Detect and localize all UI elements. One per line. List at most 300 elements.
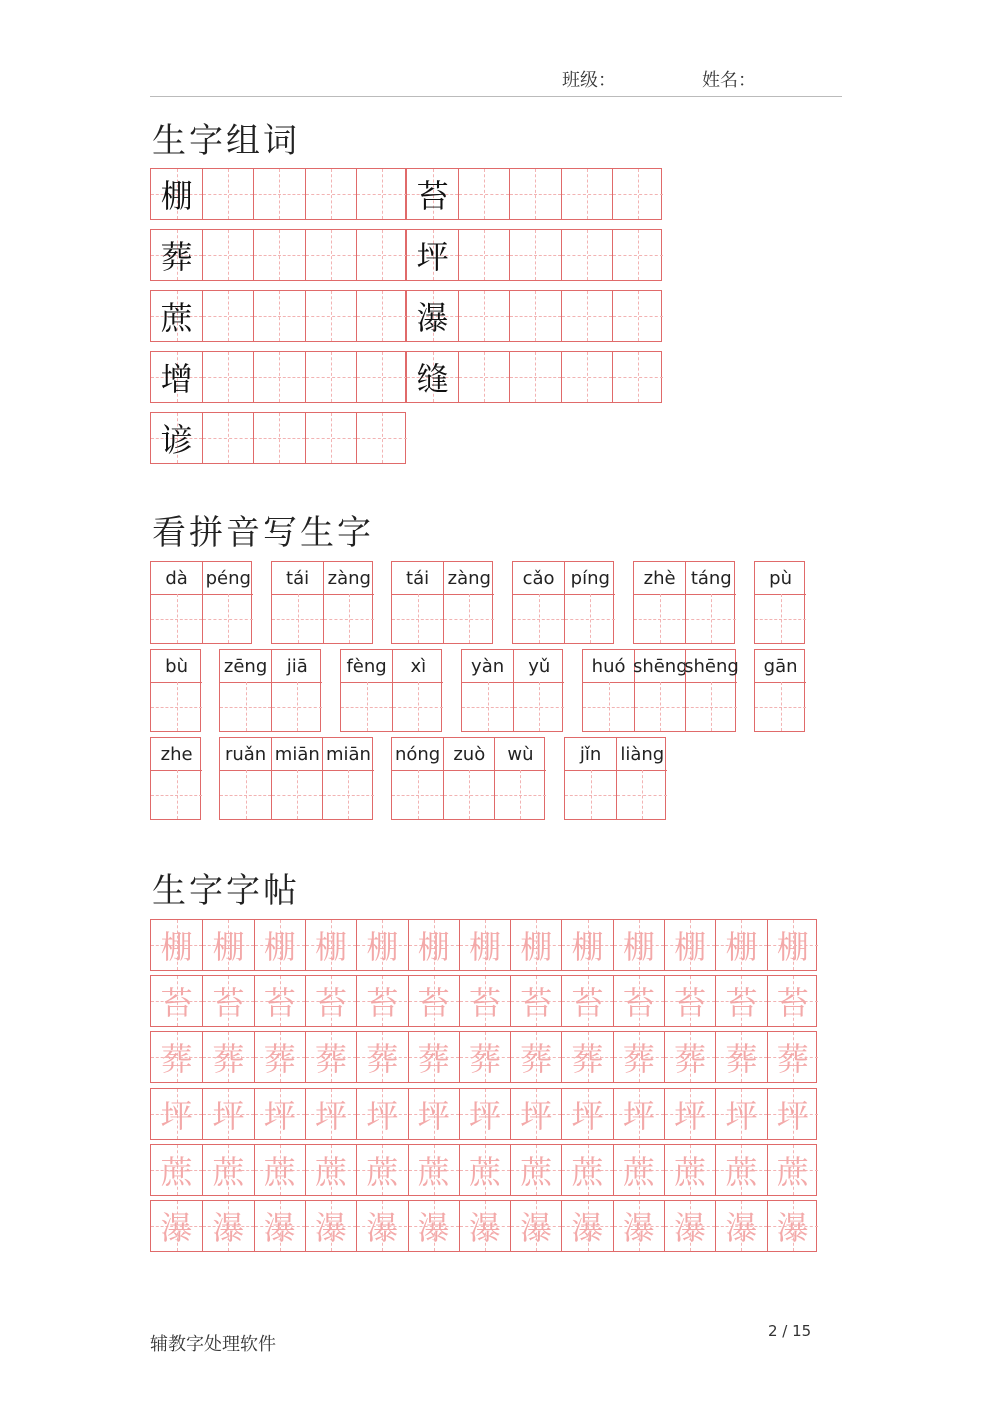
pinyin-cell[interactable] bbox=[323, 562, 374, 643]
practice-cell[interactable] bbox=[715, 1089, 766, 1139]
guide-horizontal bbox=[617, 795, 667, 796]
pinyin-cell[interactable] bbox=[513, 562, 564, 643]
practice-cell[interactable] bbox=[305, 1032, 356, 1082]
practice-cell[interactable] bbox=[510, 1032, 561, 1082]
word-char: 坪 bbox=[416, 238, 449, 276]
pinyin-cell[interactable] bbox=[271, 738, 322, 819]
word-write-cell[interactable] bbox=[561, 291, 612, 341]
word-write-cell[interactable] bbox=[561, 352, 612, 402]
practice-cell[interactable] bbox=[767, 920, 818, 970]
pinyin-box bbox=[150, 561, 252, 644]
word-char-cell bbox=[151, 169, 202, 219]
pinyin-text: shēng bbox=[632, 655, 688, 677]
pinyin-cell[interactable] bbox=[755, 562, 806, 643]
guide-horizontal bbox=[306, 316, 356, 317]
practice-cell[interactable] bbox=[254, 976, 305, 1026]
pinyin-cell[interactable] bbox=[220, 738, 271, 819]
practice-trace-char: 葬 bbox=[571, 1040, 604, 1079]
pinyin-cell[interactable] bbox=[443, 562, 494, 643]
word-box bbox=[150, 290, 406, 342]
practice-trace-char: 苔 bbox=[315, 984, 348, 1023]
practice-cell[interactable] bbox=[254, 920, 305, 970]
practice-cell[interactable] bbox=[715, 1145, 766, 1195]
practice-cell[interactable] bbox=[408, 976, 459, 1026]
practice-cell[interactable] bbox=[202, 1032, 253, 1082]
section-title-words: 生字组词 bbox=[152, 121, 300, 161]
practice-trace-char: 棚 bbox=[725, 928, 758, 966]
pinyin-text: tái bbox=[286, 567, 310, 589]
practice-cell[interactable] bbox=[459, 1032, 510, 1082]
practice-trace-char: 蔗 bbox=[725, 1152, 758, 1191]
word-write-cell[interactable] bbox=[612, 230, 663, 280]
practice-cell[interactable] bbox=[510, 1089, 561, 1139]
guide-horizontal bbox=[272, 795, 322, 796]
practice-cell[interactable] bbox=[767, 976, 818, 1026]
practice-trace-char: 苔 bbox=[468, 984, 501, 1023]
practice-cell[interactable] bbox=[408, 1089, 459, 1139]
word-write-cell[interactable] bbox=[253, 352, 304, 402]
practice-cell[interactable] bbox=[664, 920, 715, 970]
practice-trace-char: 棚 bbox=[776, 928, 809, 966]
pinyin-text: zuò bbox=[453, 743, 486, 765]
pinyin-text: yàn bbox=[471, 655, 505, 677]
word-write-cell[interactable] bbox=[458, 291, 509, 341]
practice-trace-char: 坪 bbox=[725, 1096, 758, 1135]
word-write-cell[interactable] bbox=[253, 230, 304, 280]
pinyin-cell[interactable] bbox=[616, 738, 667, 819]
guide-horizontal bbox=[306, 377, 356, 378]
practice-cell[interactable] bbox=[767, 1201, 818, 1251]
word-box bbox=[150, 351, 406, 403]
word-write-cell[interactable] bbox=[356, 169, 407, 219]
practice-cell[interactable] bbox=[767, 1032, 818, 1082]
guide-horizontal bbox=[324, 619, 374, 620]
practice-cell[interactable] bbox=[202, 920, 253, 970]
practice-cell[interactable] bbox=[664, 1032, 715, 1082]
practice-trace-char: 棚 bbox=[622, 928, 655, 966]
guide-horizontal bbox=[272, 619, 323, 620]
practice-cell[interactable] bbox=[356, 1201, 407, 1251]
pinyin-box bbox=[150, 737, 201, 820]
guide-horizontal bbox=[613, 316, 663, 317]
pinyin-text: zàng bbox=[447, 567, 491, 589]
guide-horizontal bbox=[357, 377, 407, 378]
word-write-cell[interactable] bbox=[356, 413, 407, 463]
practice-trace-char: 瀑 bbox=[674, 1209, 707, 1247]
word-box bbox=[406, 229, 662, 281]
practice-trace-char: 棚 bbox=[263, 928, 296, 966]
word-write-cell[interactable] bbox=[509, 230, 560, 280]
practice-cell[interactable] bbox=[408, 1145, 459, 1195]
practice-trace-char: 坪 bbox=[212, 1096, 245, 1135]
guide-horizontal bbox=[254, 377, 304, 378]
word-box bbox=[406, 168, 662, 220]
guide-horizontal bbox=[306, 438, 356, 439]
pinyin-cell[interactable] bbox=[462, 650, 513, 731]
practice-trace-char: 蔗 bbox=[417, 1152, 450, 1191]
guide-horizontal bbox=[565, 795, 616, 796]
pinyin-cell[interactable] bbox=[755, 650, 806, 731]
guide-horizontal bbox=[444, 795, 494, 796]
guide-horizontal bbox=[323, 795, 373, 796]
pinyin-cell[interactable] bbox=[392, 738, 443, 819]
guide-horizontal bbox=[686, 707, 736, 708]
practice-cell[interactable] bbox=[202, 976, 253, 1026]
practice-trace-char: 葬 bbox=[212, 1040, 245, 1079]
pinyin-text: zàng bbox=[327, 567, 371, 589]
guide-horizontal bbox=[613, 377, 663, 378]
pinyin-cell[interactable] bbox=[202, 562, 253, 643]
pinyin-cell[interactable] bbox=[392, 650, 443, 731]
pinyin-text: tái bbox=[406, 567, 430, 589]
practice-trace-char: 苔 bbox=[417, 984, 450, 1023]
practice-trace-char: 苔 bbox=[160, 984, 193, 1023]
practice-trace-char: 蔗 bbox=[315, 1152, 348, 1191]
word-char-cell bbox=[407, 352, 458, 402]
page-number: 2 / 15 bbox=[768, 1322, 812, 1340]
pinyin-text: huó bbox=[591, 655, 626, 677]
word-char: 蔗 bbox=[160, 299, 193, 337]
pinyin-text: bù bbox=[165, 655, 189, 677]
pinyin-cell[interactable] bbox=[565, 738, 616, 819]
practice-cell[interactable] bbox=[613, 1089, 664, 1139]
word-write-cell[interactable] bbox=[356, 291, 407, 341]
pinyin-cell[interactable] bbox=[151, 562, 202, 643]
practice-cell[interactable] bbox=[561, 1145, 612, 1195]
practice-cell[interactable] bbox=[613, 1145, 664, 1195]
word-char-cell bbox=[407, 169, 458, 219]
practice-cell[interactable] bbox=[408, 1032, 459, 1082]
practice-cell[interactable] bbox=[613, 1201, 664, 1251]
practice-cell[interactable] bbox=[356, 1089, 407, 1139]
practice-row bbox=[150, 1031, 817, 1083]
practice-trace-char: 瀑 bbox=[417, 1209, 450, 1247]
pinyin-box bbox=[219, 649, 321, 732]
practice-cell[interactable] bbox=[459, 920, 510, 970]
word-write-cell[interactable] bbox=[356, 352, 407, 402]
practice-cell[interactable] bbox=[408, 920, 459, 970]
word-write-cell[interactable] bbox=[253, 413, 304, 463]
practice-trace-char: 蔗 bbox=[212, 1152, 245, 1191]
word-write-cell[interactable] bbox=[458, 169, 509, 219]
practice-cell[interactable] bbox=[715, 920, 766, 970]
pinyin-text: cǎo bbox=[522, 567, 555, 589]
pinyin-text: dà bbox=[165, 567, 188, 589]
practice-cell[interactable] bbox=[356, 976, 407, 1026]
practice-trace-char: 葬 bbox=[315, 1040, 348, 1079]
word-write-cell[interactable] bbox=[305, 291, 356, 341]
practice-cell[interactable] bbox=[202, 1145, 253, 1195]
practice-trace-char: 瀑 bbox=[468, 1209, 501, 1247]
word-write-cell[interactable] bbox=[202, 169, 253, 219]
practice-cell[interactable] bbox=[202, 1089, 253, 1139]
guide-horizontal bbox=[306, 255, 356, 256]
name-label: 姓名： bbox=[702, 70, 756, 91]
pinyin-cell[interactable] bbox=[151, 650, 202, 731]
guide-horizontal bbox=[272, 707, 322, 708]
word-write-cell[interactable] bbox=[612, 291, 663, 341]
pinyin-box bbox=[219, 737, 373, 820]
practice-cell[interactable] bbox=[459, 976, 510, 1026]
practice-cell[interactable] bbox=[356, 1032, 407, 1082]
pinyin-text: liàng bbox=[620, 743, 665, 765]
guide-horizontal bbox=[510, 377, 560, 378]
pinyin-cell[interactable] bbox=[634, 562, 685, 643]
pinyin-cell[interactable] bbox=[513, 650, 564, 731]
guide-horizontal bbox=[513, 619, 564, 620]
word-char: 棚 bbox=[160, 177, 193, 215]
pinyin-cell[interactable] bbox=[583, 650, 634, 731]
guide-horizontal bbox=[254, 316, 304, 317]
practice-trace-char: 瀑 bbox=[366, 1209, 399, 1247]
practice-trace-char: 蔗 bbox=[366, 1152, 399, 1191]
word-write-cell[interactable] bbox=[202, 230, 253, 280]
practice-cell[interactable] bbox=[561, 1201, 612, 1251]
practice-cell[interactable] bbox=[151, 1201, 202, 1251]
pinyin-text: miān bbox=[325, 743, 371, 765]
pinyin-cell[interactable] bbox=[494, 738, 545, 819]
pinyin-box bbox=[754, 561, 805, 644]
word-write-cell[interactable] bbox=[202, 413, 253, 463]
guide-horizontal bbox=[510, 194, 560, 195]
practice-cell[interactable] bbox=[664, 1089, 715, 1139]
word-write-cell[interactable] bbox=[561, 230, 612, 280]
guide-horizontal bbox=[459, 377, 509, 378]
section-title-pinyin: 看拼音写生字 bbox=[152, 513, 374, 553]
practice-trace-char: 蔗 bbox=[468, 1152, 501, 1191]
practice-cell[interactable] bbox=[613, 1032, 664, 1082]
pinyin-cell[interactable] bbox=[151, 738, 202, 819]
pinyin-text: gān bbox=[763, 655, 798, 677]
practice-cell[interactable] bbox=[510, 976, 561, 1026]
practice-cell[interactable] bbox=[664, 1201, 715, 1251]
practice-trace-char: 坪 bbox=[520, 1096, 553, 1135]
practice-trace-char: 棚 bbox=[315, 928, 348, 966]
practice-cell[interactable] bbox=[561, 1089, 612, 1139]
pinyin-cell[interactable] bbox=[443, 738, 494, 819]
practice-cell[interactable] bbox=[254, 1145, 305, 1195]
guide-horizontal bbox=[203, 316, 253, 317]
word-write-cell[interactable] bbox=[305, 413, 356, 463]
practice-cell[interactable] bbox=[561, 920, 612, 970]
guide-horizontal bbox=[459, 255, 509, 256]
word-write-cell[interactable] bbox=[305, 230, 356, 280]
practice-trace-char: 棚 bbox=[417, 928, 450, 966]
practice-trace-char: 蔗 bbox=[571, 1152, 604, 1191]
practice-cell[interactable] bbox=[613, 920, 664, 970]
practice-trace-char: 苔 bbox=[674, 984, 707, 1023]
practice-cell[interactable] bbox=[151, 1032, 202, 1082]
practice-trace-char: 葬 bbox=[366, 1040, 399, 1079]
guide-horizontal bbox=[357, 316, 407, 317]
word-write-cell[interactable] bbox=[561, 169, 612, 219]
practice-cell[interactable] bbox=[664, 1145, 715, 1195]
guide-horizontal bbox=[203, 438, 253, 439]
word-char: 谚 bbox=[160, 421, 193, 459]
practice-cell[interactable] bbox=[305, 1145, 356, 1195]
word-write-cell[interactable] bbox=[202, 291, 253, 341]
pinyin-cell[interactable] bbox=[271, 650, 322, 731]
practice-trace-char: 蔗 bbox=[263, 1152, 296, 1191]
word-write-cell[interactable] bbox=[253, 291, 304, 341]
word-write-cell[interactable] bbox=[458, 230, 509, 280]
word-char: 增 bbox=[160, 360, 193, 398]
practice-trace-char: 蔗 bbox=[674, 1152, 707, 1191]
practice-cell[interactable] bbox=[254, 1089, 305, 1139]
practice-cell[interactable] bbox=[151, 1145, 202, 1195]
guide-horizontal bbox=[203, 194, 253, 195]
practice-cell[interactable] bbox=[305, 976, 356, 1026]
practice-trace-char: 瀑 bbox=[160, 1209, 193, 1247]
word-write-cell[interactable] bbox=[612, 352, 663, 402]
guide-horizontal bbox=[755, 707, 806, 708]
practice-cell[interactable] bbox=[151, 976, 202, 1026]
guide-horizontal bbox=[357, 255, 407, 256]
practice-trace-char: 棚 bbox=[468, 928, 501, 966]
word-write-cell[interactable] bbox=[305, 352, 356, 402]
word-char-cell bbox=[407, 291, 458, 341]
word-box bbox=[406, 351, 662, 403]
practice-cell[interactable] bbox=[254, 1201, 305, 1251]
word-char: 葬 bbox=[160, 238, 193, 276]
guide-horizontal bbox=[635, 707, 685, 708]
practice-trace-char: 瀑 bbox=[622, 1209, 655, 1247]
guide-horizontal bbox=[220, 707, 271, 708]
word-write-cell[interactable] bbox=[356, 230, 407, 280]
pinyin-cell[interactable] bbox=[564, 562, 615, 643]
practice-cell[interactable] bbox=[715, 976, 766, 1026]
practice-row bbox=[150, 1200, 817, 1252]
practice-cell[interactable] bbox=[408, 1201, 459, 1251]
guide-horizontal bbox=[613, 194, 663, 195]
pinyin-cell[interactable] bbox=[341, 650, 392, 731]
pinyin-cell[interactable] bbox=[272, 562, 323, 643]
practice-cell[interactable] bbox=[715, 1032, 766, 1082]
pinyin-text: zhè bbox=[643, 567, 676, 589]
pinyin-cell[interactable] bbox=[220, 650, 271, 731]
pinyin-text: miān bbox=[274, 743, 320, 765]
practice-cell[interactable] bbox=[202, 1201, 253, 1251]
word-write-cell[interactable] bbox=[509, 291, 560, 341]
practice-trace-char: 葬 bbox=[725, 1040, 758, 1079]
practice-trace-char: 瀑 bbox=[263, 1209, 296, 1247]
word-box bbox=[150, 412, 406, 464]
practice-cell[interactable] bbox=[715, 1201, 766, 1251]
pinyin-cell[interactable] bbox=[632, 650, 688, 731]
guide-horizontal bbox=[495, 795, 545, 796]
pinyin-box bbox=[391, 561, 493, 644]
practice-cell[interactable] bbox=[254, 1032, 305, 1082]
section-title-practice: 生字字帖 bbox=[152, 871, 300, 911]
practice-cell[interactable] bbox=[459, 1201, 510, 1251]
practice-trace-char: 苔 bbox=[622, 984, 655, 1023]
practice-trace-char: 苔 bbox=[366, 984, 399, 1023]
practice-trace-char: 苔 bbox=[571, 984, 604, 1023]
pinyin-text: ruǎn bbox=[224, 743, 267, 765]
word-write-cell[interactable] bbox=[305, 169, 356, 219]
word-write-cell[interactable] bbox=[458, 352, 509, 402]
practice-cell[interactable] bbox=[510, 1145, 561, 1195]
guide-horizontal bbox=[562, 316, 612, 317]
practice-cell[interactable] bbox=[151, 920, 202, 970]
practice-cell[interactable] bbox=[305, 1201, 356, 1251]
pinyin-cell[interactable] bbox=[392, 562, 443, 643]
practice-cell[interactable] bbox=[767, 1145, 818, 1195]
pinyin-cell[interactable] bbox=[685, 562, 736, 643]
practice-cell[interactable] bbox=[561, 1032, 612, 1082]
pinyin-box bbox=[150, 649, 201, 732]
practice-cell[interactable] bbox=[459, 1089, 510, 1139]
practice-cell[interactable] bbox=[459, 1145, 510, 1195]
word-write-cell[interactable] bbox=[509, 169, 560, 219]
practice-trace-char: 瀑 bbox=[571, 1209, 604, 1247]
word-write-cell[interactable] bbox=[509, 352, 560, 402]
guide-horizontal bbox=[562, 377, 612, 378]
guide-horizontal bbox=[203, 377, 253, 378]
guide-horizontal bbox=[357, 194, 407, 195]
guide-horizontal bbox=[462, 707, 513, 708]
practice-trace-char: 苔 bbox=[520, 984, 553, 1023]
pinyin-text: zhe bbox=[160, 743, 193, 765]
word-write-cell[interactable] bbox=[253, 169, 304, 219]
word-write-cell[interactable] bbox=[202, 352, 253, 402]
pinyin-box bbox=[582, 649, 739, 732]
practice-trace-char: 瀑 bbox=[212, 1209, 245, 1247]
practice-trace-char: 坪 bbox=[776, 1096, 809, 1135]
practice-cell[interactable] bbox=[613, 976, 664, 1026]
guide-horizontal bbox=[444, 619, 494, 620]
guide-horizontal bbox=[151, 619, 202, 620]
practice-trace-char: 棚 bbox=[366, 928, 399, 966]
word-char-cell bbox=[407, 230, 458, 280]
guide-horizontal bbox=[510, 255, 560, 256]
practice-cell[interactable] bbox=[561, 976, 612, 1026]
practice-cell[interactable] bbox=[510, 1201, 561, 1251]
guide-horizontal bbox=[459, 194, 509, 195]
guide-horizontal bbox=[254, 194, 304, 195]
pinyin-text: jǐn bbox=[579, 743, 602, 765]
word-write-cell[interactable] bbox=[612, 169, 663, 219]
word-box bbox=[150, 168, 406, 220]
practice-cell[interactable] bbox=[356, 1145, 407, 1195]
practice-cell[interactable] bbox=[305, 920, 356, 970]
guide-horizontal bbox=[392, 619, 443, 620]
practice-trace-char: 蔗 bbox=[160, 1152, 193, 1191]
practice-cell[interactable] bbox=[664, 976, 715, 1026]
pinyin-cell[interactable] bbox=[684, 650, 739, 731]
pinyin-text: jiā bbox=[286, 655, 308, 677]
practice-cell[interactable] bbox=[151, 1089, 202, 1139]
practice-cell[interactable] bbox=[305, 1089, 356, 1139]
practice-trace-char: 坪 bbox=[674, 1096, 707, 1135]
word-box bbox=[406, 290, 662, 342]
word-char-cell bbox=[151, 230, 202, 280]
practice-cell[interactable] bbox=[356, 920, 407, 970]
practice-row bbox=[150, 919, 817, 971]
guide-horizontal bbox=[562, 194, 612, 195]
practice-cell[interactable] bbox=[510, 920, 561, 970]
class-label: 班级： bbox=[562, 70, 616, 91]
practice-trace-char: 葬 bbox=[776, 1040, 809, 1079]
practice-trace-char: 苔 bbox=[776, 984, 809, 1023]
guide-horizontal bbox=[254, 255, 304, 256]
guide-horizontal bbox=[510, 316, 560, 317]
guide-horizontal bbox=[565, 619, 615, 620]
practice-cell[interactable] bbox=[767, 1089, 818, 1139]
practice-trace-char: 葬 bbox=[468, 1040, 501, 1079]
header-divider bbox=[150, 96, 842, 97]
pinyin-cell[interactable] bbox=[322, 738, 373, 819]
